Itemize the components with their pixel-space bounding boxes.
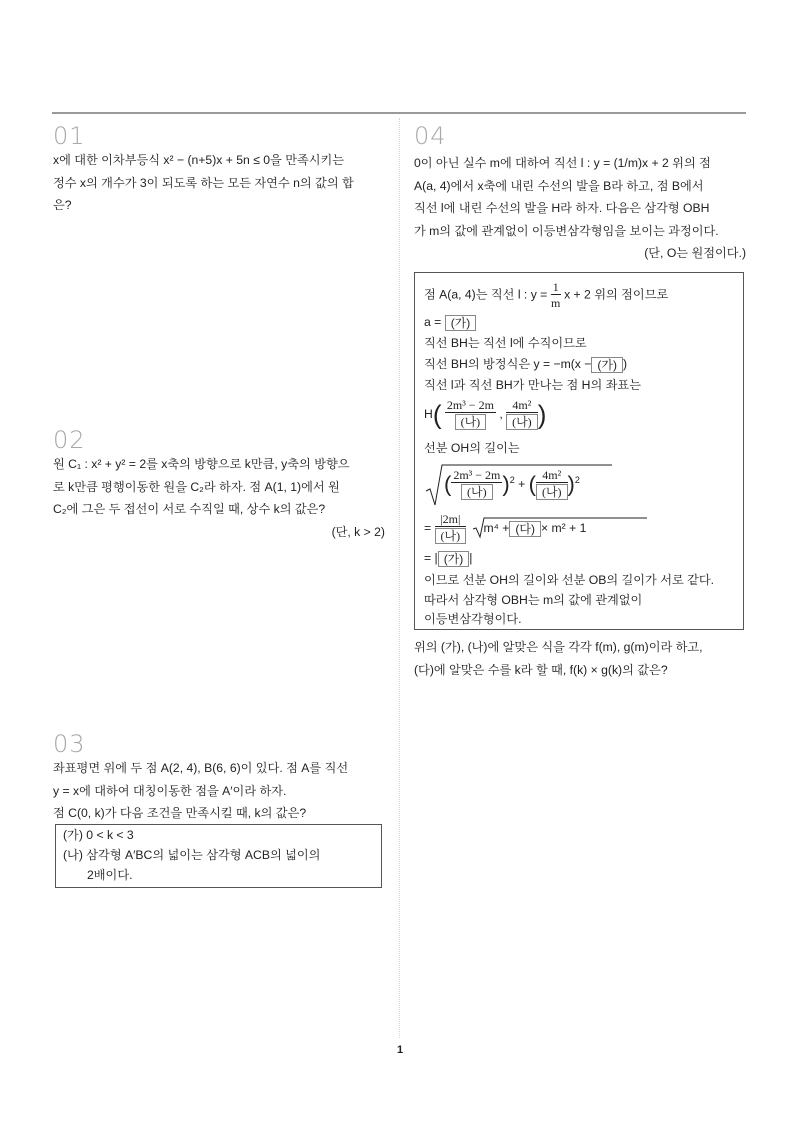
frac-den	[506, 413, 538, 430]
equals: =	[424, 551, 432, 565]
blank-ga: (가)	[438, 551, 470, 567]
question-04-line: 0이 아닌 실수 m에 대하여 직선 l : y = (1/m)x + 2 위의 점	[414, 156, 711, 170]
fraction-hx	[445, 399, 496, 430]
proof-line-4	[424, 353, 627, 376]
comma: ,	[499, 406, 503, 421]
h-label: H	[424, 406, 433, 421]
question-03-body	[53, 757, 385, 820]
frac-num: |2m|	[435, 513, 467, 527]
paren-close-icon: )	[502, 471, 510, 497]
exponent: 2	[509, 474, 515, 485]
blank-ga: (가)	[445, 315, 477, 331]
question-01-line: 정수 x의 개수가 3이 되도록 하는 모든 자연수 n의 값의 합	[53, 175, 354, 190]
proof-line-9	[424, 513, 586, 544]
column-divider	[399, 118, 400, 1038]
question-04-line: 가 m의 값에 관계없이 이등변삼각형임을 보이는 과정이다.	[414, 223, 719, 238]
blank-ga: (가)	[591, 357, 623, 373]
paren-open-icon: (	[432, 399, 442, 430]
question-04-body	[414, 152, 746, 265]
proof-line-1	[424, 281, 668, 310]
question-04-note: (단, O는 원점이다.)	[644, 246, 746, 260]
blank-na: (나)	[435, 528, 467, 544]
frac-num: 2m³ − 2m	[446, 398, 494, 412]
question-04-after-line: (다)에 알맞은 수를 k라 할 때, f(k) × g(k)의 값은?	[414, 662, 668, 677]
proof-line-2	[424, 311, 476, 334]
frac-den	[445, 413, 496, 430]
question-02-line: 원 C₁ : x² + y² = 2를 x축의 방향으로 k만큼, y축의 방향으	[53, 457, 350, 471]
abs-bar: |	[434, 551, 438, 565]
proof-line-13: 이등변삼각형이다.	[424, 612, 522, 626]
proof-text: x + 2 위의 점이므로	[564, 287, 669, 302]
condition-na: (나) 삼각형 A′BC의 넓이는 삼각형 ACB의 넓이의	[63, 848, 321, 862]
plus: +	[518, 476, 526, 491]
fraction-hy	[506, 399, 538, 430]
fraction-hx	[451, 469, 502, 500]
exponent: 2	[574, 474, 580, 485]
question-number-03: 03	[53, 730, 86, 758]
frac-den	[451, 483, 502, 500]
condition-na-cont: 2배이다.	[87, 868, 133, 882]
question-04-line: A(a, 4)에서 x축에 내린 수선의 발을 B라 하고, 점 B에서	[414, 178, 704, 193]
paren-close-icon: )	[537, 399, 547, 430]
top-divider	[52, 112, 746, 114]
question-04-line: 직선 l에 내린 수선의 발을 H라 하자. 다음은 삼각형 OBH	[414, 201, 710, 215]
paren-close-icon: )	[567, 471, 575, 497]
frac-den	[536, 483, 568, 500]
page-number: 1	[396, 1044, 404, 1056]
sqrt-expression	[424, 463, 624, 509]
frac-num: 2m³ − 2m	[453, 468, 501, 482]
proof-box	[414, 272, 744, 630]
question-01-body	[53, 149, 385, 212]
blank-na: (나)	[455, 414, 487, 430]
question-02-line: C₂에 그은 두 접선이 서로 수직일 때, 상수 k의 값은?	[53, 502, 326, 516]
question-04-after	[414, 636, 746, 677]
question-02-line: 로 k만큼 평행이동한 원을 C₂라 하자. 점 A(1, 1)에서 원	[53, 479, 340, 494]
question-01-line: 은?	[53, 198, 72, 212]
question-03-line: 점 C(0, k)가 다음 조건을 만족시킬 때, k의 값은?	[53, 806, 307, 820]
conditions-list	[63, 825, 320, 885]
blank-na: (나)	[506, 414, 538, 430]
root-part: × m² + 1	[541, 521, 587, 536]
sqrt-sign-icon	[472, 517, 648, 539]
conditions-box	[55, 824, 382, 888]
proof-line-11: 이므로 선분 OH의 길이와 선분 OB의 길이가 서로 같다.	[424, 573, 715, 587]
frac-num: 1	[552, 280, 559, 294]
question-03-line: 좌표평면 위에 두 점 A(2, 4), B(6, 6)이 있다. 점 A를 직선	[53, 761, 349, 775]
fraction-abs2m	[435, 513, 467, 544]
blank-da: (다)	[509, 521, 541, 537]
proof-text: a =	[424, 315, 442, 329]
root-part: m⁴ +	[483, 521, 510, 536]
proof-line-h-coords	[424, 399, 546, 430]
question-number-01: 01	[53, 122, 86, 150]
sqrt-expression-2	[472, 520, 587, 537]
proof-text: 직선 BH의 방정식은 y = −m(x −	[424, 357, 592, 371]
proof-line-10	[424, 547, 472, 570]
paren-open-icon: (	[528, 471, 536, 497]
question-04-after-line: 위의 (가), (나)에 알맞은 식을 각각 f(m), g(m)이라 하고,	[414, 640, 703, 654]
frac-num: 4m²	[536, 469, 568, 483]
proof-line-12: 따라서 삼각형 OBH는 m의 값에 관계없이	[424, 593, 643, 607]
question-02-note: (단, k > 2)	[331, 524, 385, 539]
question-01-line: x에 대한 이차부등식 x² − (n+5)x + 5n ≤ 0을 만족시키는	[53, 153, 345, 167]
abs-bar: |	[469, 551, 473, 565]
proof-line-7: 선분 OH의 길이는	[424, 441, 520, 455]
blank-na: (나)	[461, 484, 493, 500]
question-number-02: 02	[53, 426, 86, 454]
frac-den: m	[551, 296, 561, 310]
proof-text: 점 A(a, 4)는 직선 l : y =	[424, 287, 548, 302]
proof-text: )	[623, 357, 628, 371]
proof-line-3: 직선 BH는 직선 l에 수직이므로	[424, 336, 587, 350]
sqrt-inner	[444, 469, 580, 500]
proof-line-5: 직선 l과 직선 BH가 만나는 점 H의 좌표는	[424, 378, 641, 392]
paren-open-icon: (	[444, 471, 452, 497]
condition-ga: (가) 0 < k < 3	[63, 828, 134, 842]
question-number-04: 04	[414, 122, 447, 150]
question-03-line: y = x에 대하여 대칭이동한 점을 A′이라 하자.	[53, 783, 287, 798]
blank-na: (나)	[536, 484, 568, 500]
equals: =	[424, 520, 432, 535]
question-02-body	[53, 453, 385, 543]
frac-num: 4m²	[506, 399, 538, 413]
frac-den	[435, 527, 467, 544]
fraction-hy	[536, 469, 568, 500]
fraction-1-over-m	[551, 281, 561, 310]
